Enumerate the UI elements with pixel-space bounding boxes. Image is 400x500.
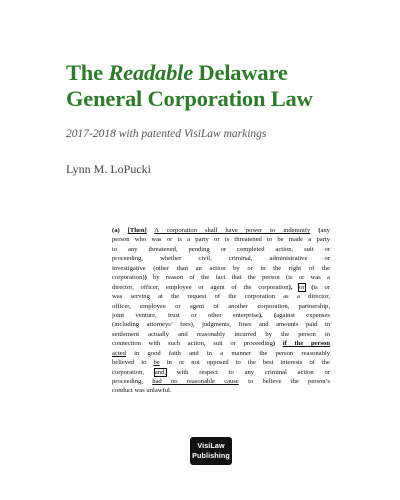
title-word-delaware: Delaware — [192, 60, 288, 85]
excerpt-boxed-word: or — [299, 283, 305, 291]
publisher-logo-line-2: Publishing — [192, 451, 230, 460]
excerpt-line — [112, 311, 330, 320]
excerpt-line: investigative (other than an action by or in the right of the — [112, 264, 330, 272]
excerpt-line — [112, 339, 330, 348]
excerpt-then-marker: [Then] — [127, 227, 147, 234]
excerpt-text: in or not opposed to the best interests of the — [159, 359, 330, 367]
excerpt-line — [112, 368, 330, 377]
excerpt-line — [112, 377, 330, 386]
excerpt-line: person who was or is a party or is threatened to be made a party — [112, 236, 330, 244]
excerpt-underlined: acted — [112, 349, 126, 357]
excerpt-underlined: had no reasonable cause — [152, 378, 239, 385]
excerpt-label: (a) — [112, 227, 128, 234]
excerpt-text: with respect to any criminal action or — [165, 368, 330, 376]
excerpt-underlined: be — [153, 359, 160, 367]
excerpt-line: conduct was unlawful. — [112, 387, 172, 395]
excerpt-text: believed to — [112, 359, 154, 367]
excerpt-line: was serving at the request of the corporation as a director, — [112, 293, 330, 301]
excerpt-line: settlement actually and reasonably incurred by the person in — [112, 330, 330, 338]
excerpt-paren: ), — [258, 311, 274, 319]
excerpt-paren: ), — [288, 283, 300, 291]
excerpt-paren: ( — [304, 283, 314, 291]
excerpt-text — [272, 340, 283, 348]
excerpt-boxed-word: and, — [154, 368, 166, 376]
excerpt-text: to believe the person’s — [238, 378, 330, 385]
excerpt-underlined: A corporation shall have power to indemnify — [154, 227, 311, 234]
excerpt-paren: ( — [273, 311, 277, 319]
excerpt-line: to any threatened, pending or completed action, suit or — [112, 245, 330, 253]
excerpt-line — [112, 273, 330, 282]
excerpt-text: connection with such action, suit or proceeding — [112, 340, 273, 348]
book-title — [66, 60, 396, 112]
excerpt-line — [112, 358, 330, 367]
excerpt-text: is or was a — [288, 274, 330, 282]
title-word-readable: Readable — [108, 60, 193, 85]
excerpt-line: officer, employee or agent of another corporation, partnership, — [112, 302, 330, 310]
publisher-logo-line-1: VisiLaw — [197, 441, 225, 450]
excerpt-line — [112, 226, 330, 235]
excerpt-paren: ) — [144, 274, 147, 282]
excerpt-text: joint venture, trust or other enterprise — [112, 311, 259, 319]
excerpt-text: is or — [313, 283, 330, 291]
excerpt-line — [112, 283, 330, 292]
publisher-logo — [190, 437, 232, 465]
excerpt-condition: if the person — [282, 340, 330, 348]
author-name: Lynn M. LoPucki — [66, 162, 152, 176]
excerpt-text: director, officer, employee or agent of the corporation — [112, 283, 289, 291]
statute-excerpt — [112, 226, 330, 396]
book-title-line-2: General Corporation Law — [66, 86, 313, 111]
book-subtitle: 2017-2018 with patented VisiLaw markings — [66, 128, 267, 140]
excerpt-text: against expenses — [276, 311, 330, 319]
excerpt-text: corporation, — [112, 368, 155, 376]
excerpt-text: in good faith and in a manner the person reasonably — [125, 349, 330, 357]
book-title-line-1 — [66, 60, 396, 86]
excerpt-text: by reason of the fact that the person ( — [146, 274, 289, 282]
excerpt-line: (including attorneys’ fees), judgments, fines and amounts paid in — [112, 321, 330, 329]
excerpt-line — [112, 349, 330, 358]
excerpt-paren: ) — [272, 340, 276, 348]
excerpt-text: proceeding, — [112, 378, 153, 385]
excerpt-paren: ( — [310, 227, 321, 234]
excerpt-line: proceeding, whether civil, criminal, administrative or — [112, 255, 330, 263]
title-word-the: The — [66, 60, 109, 85]
excerpt-text: corporation) — [112, 274, 145, 282]
excerpt-text: any — [320, 227, 330, 234]
